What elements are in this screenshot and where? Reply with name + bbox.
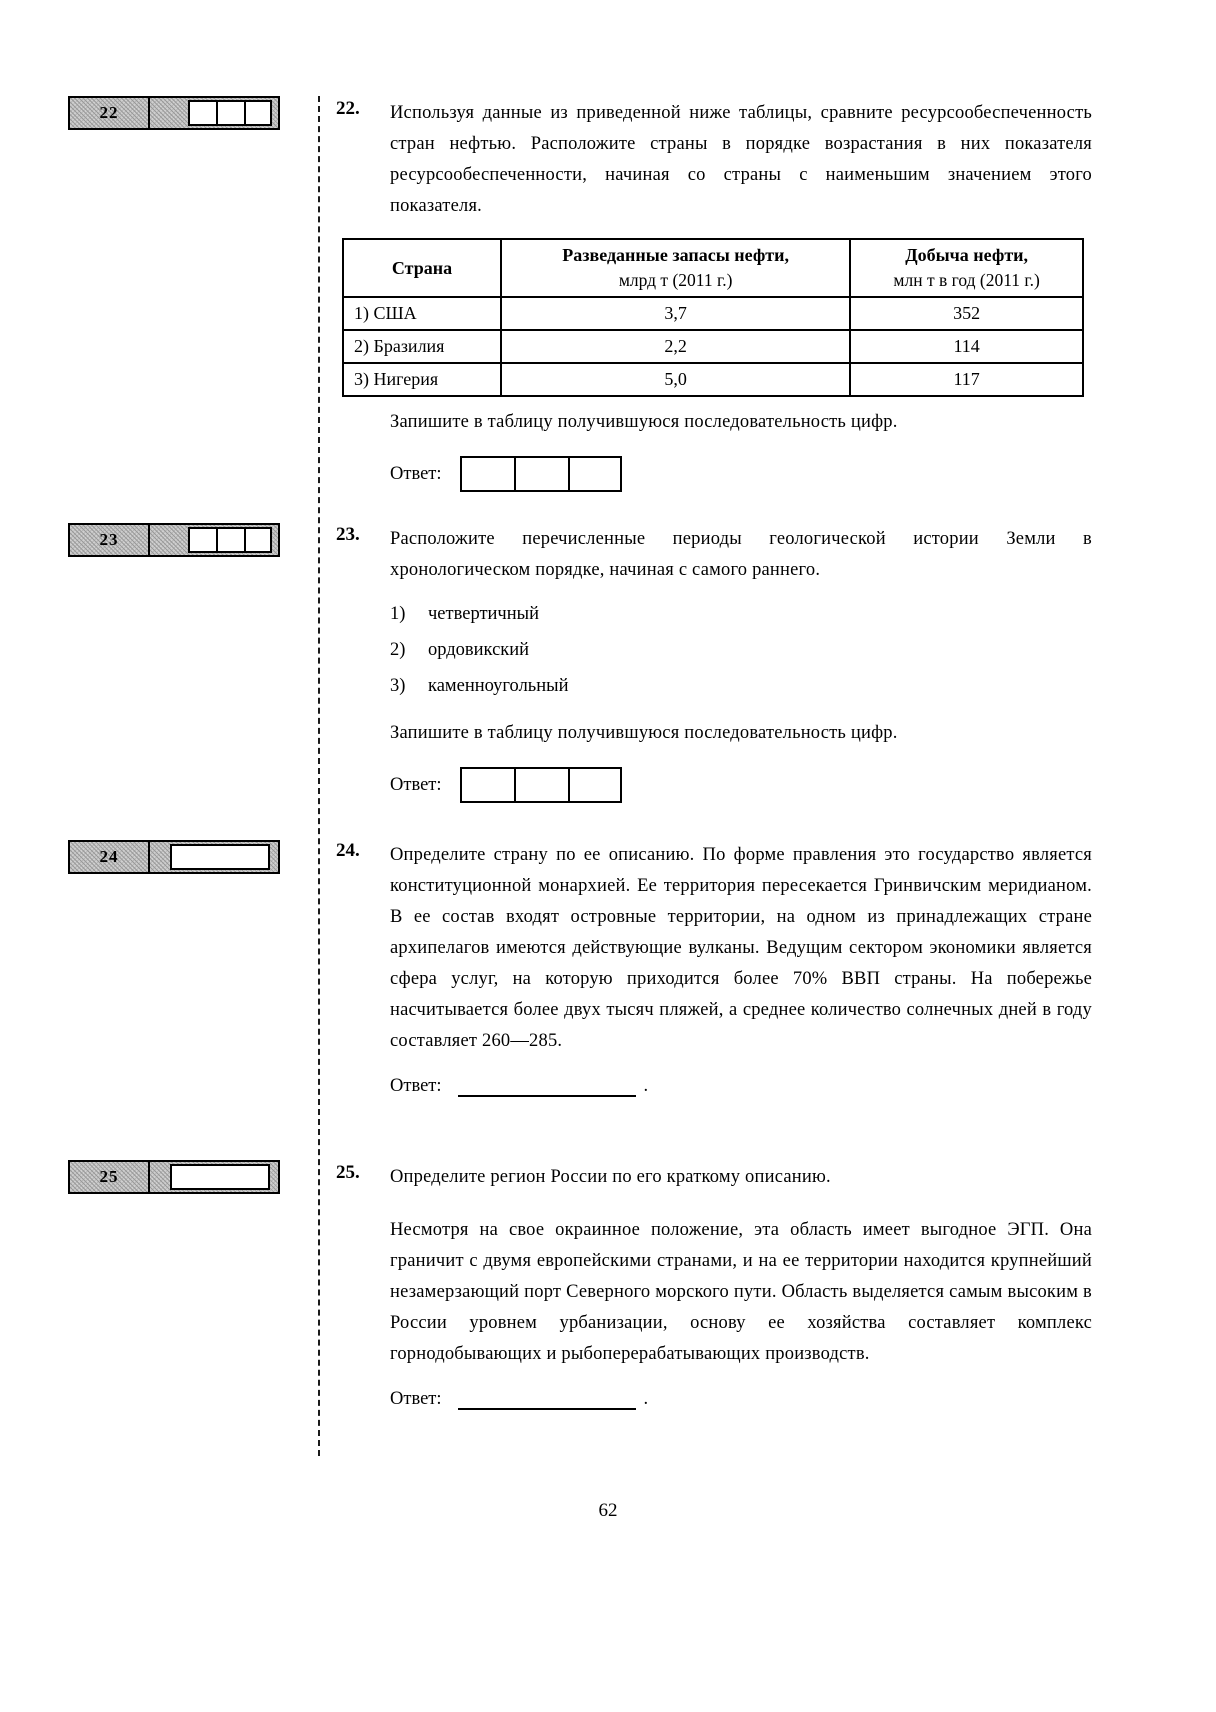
- list-item: [390, 668, 1092, 704]
- task-22-instruction: Запишите в таблицу получившуюся последовательность цифр.: [390, 412, 898, 432]
- task-23-text: Расположите перечисленные периоды геологической истории Земли в хронологическом порядке, начиная с самого раннего.: [390, 529, 1092, 580]
- task-marker-cell[interactable]: [216, 527, 244, 553]
- table-header-output: [850, 239, 1083, 297]
- task-25-number: 25.: [336, 1162, 360, 1183]
- task-24-answer-row: [390, 1073, 1092, 1097]
- task-25-answer-row: [390, 1386, 1092, 1410]
- task-marker-hatch: [150, 1162, 278, 1192]
- table-cell-country: 3) Нигерия: [343, 363, 501, 396]
- table-header-country-line1: Страна: [391, 257, 453, 278]
- task-25-answer-label: Ответ:: [390, 1389, 442, 1409]
- task-22-text: Используя данные из приведенной ниже таблицы, сравните ресурсообеспеченность стран нефтью. Расположите страны в порядке возрастания в них показателя ресурсообеспеченности, начиная со страны с наименьшим значением этого показателя.: [390, 103, 1092, 216]
- task-25-answer-period: .: [643, 1389, 649, 1409]
- task-marker-24: [68, 840, 280, 874]
- task-marker-cell[interactable]: [188, 527, 216, 553]
- task-25: [336, 1162, 1092, 1410]
- task-23-instruction: Запишите в таблицу получившуюся последовательность цифр.: [390, 723, 898, 743]
- option-marker: 2): [390, 640, 406, 660]
- task-24: [336, 840, 1092, 1097]
- option-label: четвертичный: [428, 604, 539, 624]
- task-25-description: Несмотря на свое окраинное положение, эта область имеет выгодное ЭГП. Она граничит с двумя европейскими странами, и на ее территории находится крупнейший незамерзающий порт Северного морского пути. Область выделяется самым высоким в России уровнем урбанизации, основу ее хозяйства составляет комплекс горнодобывающих и рыбоперерабатывающих производств.: [390, 1220, 1092, 1364]
- task-marker-wide-cell[interactable]: [170, 844, 270, 870]
- table-cell-reserves: 2,2: [501, 330, 850, 363]
- table-cell-output: 114: [850, 330, 1083, 363]
- table-cell-reserves: 3,7: [501, 297, 850, 330]
- task-24-answer-label: Ответ:: [390, 1076, 442, 1096]
- task-marker-number: 24: [70, 842, 150, 872]
- table-header-country: [343, 239, 501, 297]
- table-row: [343, 297, 1083, 330]
- task-marker-25: [68, 1160, 280, 1194]
- list-item: [390, 596, 1092, 632]
- table-row: [343, 363, 1083, 396]
- task-marker-cells[interactable]: [188, 527, 272, 553]
- task-24-answer-blank[interactable]: [458, 1073, 636, 1097]
- table-cell-output: 352: [850, 297, 1083, 330]
- table-header-row: [343, 239, 1083, 297]
- page-number: 62: [598, 1500, 618, 1521]
- table-cell-country: 1) США: [343, 297, 501, 330]
- task-marker-cells[interactable]: [188, 100, 272, 126]
- table-row: [343, 330, 1083, 363]
- option-label: каменноугольный: [428, 676, 569, 696]
- task-marker-number: 22: [70, 98, 150, 128]
- task-23-answer-boxes[interactable]: [460, 767, 622, 803]
- task-23-number: 23.: [336, 524, 360, 545]
- answer-box[interactable]: [568, 456, 622, 492]
- oil-resources-table: [342, 238, 1084, 397]
- task-23: [336, 524, 1092, 803]
- option-label: ордовикский: [428, 640, 530, 660]
- task-marker-number: 25: [70, 1162, 150, 1192]
- task-marker-cell[interactable]: [188, 100, 216, 126]
- table-header-reserves: [501, 239, 850, 297]
- task-25-text: Определите регион России по его краткому описанию.: [390, 1167, 831, 1187]
- answer-box[interactable]: [460, 456, 514, 492]
- task-marker-23: [68, 523, 280, 557]
- vertical-dashed-separator: [318, 96, 320, 1456]
- task-marker-hatch: [150, 98, 278, 128]
- table-header-reserves-line2: млрд т (2011 г.): [618, 270, 733, 290]
- table-cell-country: 2) Бразилия: [343, 330, 501, 363]
- table-cell-reserves: 5,0: [501, 363, 850, 396]
- answer-box[interactable]: [514, 456, 568, 492]
- task-marker-hatch: [150, 525, 278, 555]
- task-marker-wide-cell[interactable]: [170, 1164, 270, 1190]
- task-24-number: 24.: [336, 840, 360, 861]
- table-header-output-line1: Добыча нефти,: [905, 245, 1029, 265]
- table-header-output-line2: млн т в год (2011 г.): [893, 270, 1040, 290]
- answer-box[interactable]: [568, 767, 622, 803]
- table-cell-output: 117: [850, 363, 1083, 396]
- list-item: [390, 632, 1092, 668]
- option-marker: 3): [390, 676, 406, 696]
- answer-box[interactable]: [514, 767, 568, 803]
- task-22-answer-boxes[interactable]: [460, 456, 622, 492]
- task-23-answer-row: [390, 767, 1092, 803]
- task-marker-cell[interactable]: [244, 100, 272, 126]
- answer-box[interactable]: [460, 767, 514, 803]
- task-marker-cell[interactable]: [244, 527, 272, 553]
- task-22-answer-label: Ответ:: [390, 463, 442, 484]
- task-22: [336, 98, 1092, 492]
- task-24-answer-period: .: [643, 1076, 649, 1096]
- task-25-answer-blank[interactable]: [458, 1386, 636, 1410]
- task-marker-number: 23: [70, 525, 150, 555]
- task-22-number: 22.: [336, 98, 360, 119]
- task-23-answer-label: Ответ:: [390, 774, 442, 795]
- task-23-options: [390, 596, 1092, 704]
- task-marker-22: [68, 96, 280, 130]
- task-marker-hatch: [150, 842, 278, 872]
- task-22-answer-row: [390, 456, 1092, 492]
- task-24-text: Определите страну по ее описанию. По форме правления это государство является конституционной монархией. Ее территория пересекается Гринвичским меридианом. В ее состав входят островные территории, на одном из принадлежащих стране архипелагов имеются действующие вулканы. Ведущим сектором экономики является сфера услуг, на которую приходится более 70% ВВП страны. На побережье насчитывается более двух тысяч пляжей, а среднее количество солнечных дней в году составляет 260—285.: [390, 845, 1092, 1051]
- table-header-reserves-line1: Разведанные запасы нефти,: [562, 245, 789, 265]
- option-marker: 1): [390, 604, 406, 624]
- task-marker-cell[interactable]: [216, 100, 244, 126]
